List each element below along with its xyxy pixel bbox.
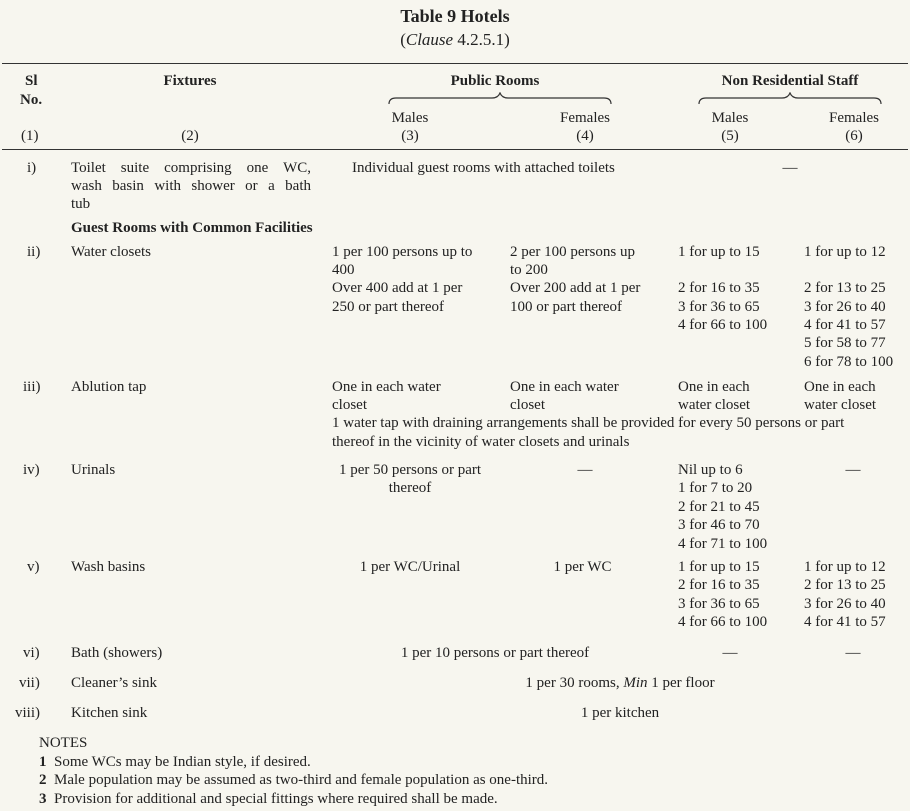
row5-fixture: Wash basins xyxy=(71,559,146,575)
row3-note-line2: thereof in the vicinity of water closets and urinals xyxy=(332,434,630,450)
row5-females: 1 per WC xyxy=(553,559,612,575)
row3-sl: iii) xyxy=(23,379,41,395)
section-heading: Guest Rooms with Common Facilities xyxy=(71,220,313,236)
row1-fixture-line2: wash basin with shower or a bath xyxy=(71,178,311,194)
row7-text-a: 1 per 30 rooms, xyxy=(525,675,620,691)
row7-text-min: Min xyxy=(623,675,648,691)
note-text: Provision for additional and special fittings where required shall be made. xyxy=(54,791,498,807)
public-rooms-brace xyxy=(388,92,614,106)
header-fixtures: Fixtures xyxy=(163,73,217,89)
row2-staff-females-item: 5 for 58 to 77 xyxy=(804,335,886,351)
row5-males: 1 per WC/Urinal xyxy=(359,559,461,575)
note-number: 3 xyxy=(39,791,47,807)
row7-text-b: 1 per floor xyxy=(651,675,715,691)
row5-staff-females-item: 3 for 26 to 40 xyxy=(804,596,886,612)
row4-staff-females: — xyxy=(845,462,861,478)
row3-staff-females-1: One in each xyxy=(804,379,876,395)
row6-staff-males: — xyxy=(722,645,738,661)
header-non-residential-staff: Non Residential Staff xyxy=(721,73,859,89)
row2-females-b2: 100 or part thereof xyxy=(510,299,623,315)
notes-heading: NOTES xyxy=(39,735,88,751)
row2-females-a2: to 200 xyxy=(510,262,548,278)
row5-staff-males-item: 2 for 16 to 35 xyxy=(678,577,760,593)
row7-fixture: Cleaner’s sink xyxy=(71,675,157,691)
col-num-3: (3) xyxy=(401,128,419,144)
row2-staff-females-item: 3 for 26 to 40 xyxy=(804,299,886,315)
row1-fixture-line3: tub xyxy=(71,196,91,212)
row3-fixture: Ablution tap xyxy=(71,379,147,395)
row4-males-1: 1 per 50 persons or part xyxy=(338,462,482,478)
row1-public: Individual guest rooms with attached toilets xyxy=(352,160,615,176)
row5-staff-females-item: 4 for 41 to 57 xyxy=(804,614,886,630)
row5-staff-males-item: 3 for 36 to 65 xyxy=(678,596,760,612)
row2-males-b2: 250 or part thereof xyxy=(332,299,445,315)
header-rule xyxy=(2,149,908,150)
header-males-public: Males xyxy=(391,110,429,126)
header-public-rooms: Public Rooms xyxy=(450,73,540,89)
row5-staff-females-item: 1 for up to 12 xyxy=(804,559,886,575)
row2-sl: ii) xyxy=(27,244,41,260)
row4-females: — xyxy=(577,462,593,478)
row4-staff-males-item: 2 for 21 to 45 xyxy=(678,499,760,515)
note-item xyxy=(39,771,548,789)
row2-males-a2: 400 xyxy=(332,262,355,278)
clause-reference xyxy=(0,31,910,49)
row1-fixture-line1: Toilet suite comprising one WC, xyxy=(71,160,311,176)
note-text: Male population may be assumed as two-third and female population as one-third. xyxy=(54,772,549,788)
row6-fixture: Bath (showers) xyxy=(71,645,163,661)
clause-number: 4.2.5.1 xyxy=(457,30,505,49)
row2-males-b1: Over 400 add at 1 per xyxy=(332,280,463,296)
note-number: 2 xyxy=(39,772,47,788)
staff-brace xyxy=(698,92,884,106)
row2-staff-males-item: 3 for 36 to 65 xyxy=(678,299,760,315)
row5-staff-females-item: 2 for 13 to 25 xyxy=(804,577,886,593)
header-no: No. xyxy=(20,92,43,108)
row3-females-2: closet xyxy=(510,397,545,413)
row5-sl: v) xyxy=(27,559,40,575)
row2-females-a1: 2 per 100 persons up xyxy=(510,244,635,260)
header-females-staff: Females xyxy=(829,110,879,126)
row3-staff-males-2: water closet xyxy=(678,397,751,413)
note-item xyxy=(39,790,498,808)
row4-sl: iv) xyxy=(23,462,40,478)
row4-males-2: thereof xyxy=(388,480,432,496)
note-item xyxy=(39,753,311,771)
col-num-4: (4) xyxy=(576,128,594,144)
header-females-public: Females xyxy=(560,110,610,126)
row3-females-1: One in each water xyxy=(510,379,619,395)
row2-staff-males-item: 2 for 16 to 35 xyxy=(678,280,760,296)
row2-fixture: Water closets xyxy=(71,244,152,260)
note-number: 1 xyxy=(39,754,47,770)
header-males-staff: Males xyxy=(711,110,749,126)
row2-staff-females-item: 2 for 13 to 25 xyxy=(804,280,886,296)
row4-staff-males-item: 3 for 46 to 70 xyxy=(678,517,760,533)
row8-fixture: Kitchen sink xyxy=(71,705,148,721)
top-rule xyxy=(2,63,908,64)
row7-sl: vii) xyxy=(19,675,40,691)
col-num-2: (2) xyxy=(181,128,199,144)
row6-staff-females: — xyxy=(845,645,861,661)
row2-females-b1: Over 200 add at 1 per xyxy=(510,280,641,296)
clause-close: ) xyxy=(504,30,510,49)
row3-staff-females-2: water closet xyxy=(804,397,877,413)
row3-males-2: closet xyxy=(332,397,367,413)
table-title: Table 9 Hotels xyxy=(400,6,510,26)
row8-sl: viii) xyxy=(15,705,40,721)
row4-staff-males-item: 1 for 7 to 20 xyxy=(678,480,753,496)
row4-staff-males-item: 4 for 71 to 100 xyxy=(678,536,768,552)
row3-note-line1: 1 water tap with draining arrangements shall be provided for every 50 persons or part xyxy=(332,415,845,431)
col-num-1: (1) xyxy=(21,128,39,144)
header-sl: Sl xyxy=(25,73,38,89)
row2-staff-males-item: 4 for 66 to 100 xyxy=(678,317,768,333)
row5-staff-males-item: 4 for 66 to 100 xyxy=(678,614,768,630)
row1-sl: i) xyxy=(27,160,37,176)
row5-staff-males-item: 1 for up to 15 xyxy=(678,559,760,575)
clause-label: Clause xyxy=(405,30,454,49)
clause-open: ( xyxy=(400,30,406,49)
row4-staff-males-item: Nil up to 6 xyxy=(678,462,743,478)
row2-males-a1: 1 per 100 persons up to xyxy=(332,244,473,260)
row8-text: 1 per kitchen xyxy=(580,705,660,721)
row2-staff-females-item: 6 for 78 to 100 xyxy=(804,354,894,370)
row2-staff-males-item: 1 for up to 15 xyxy=(678,244,760,260)
col-num-5: (5) xyxy=(721,128,739,144)
row2-staff-females-item: 4 for 41 to 57 xyxy=(804,317,886,333)
row3-staff-males-1: One in each xyxy=(678,379,750,395)
row6-sl: vi) xyxy=(23,645,40,661)
row1-staff: — xyxy=(782,160,798,176)
row7-text xyxy=(480,674,760,692)
row6-public: 1 per 10 persons or part thereof xyxy=(400,645,590,661)
row4-fixture: Urinals xyxy=(71,462,116,478)
note-text: Some WCs may be Indian style, if desired. xyxy=(54,754,311,770)
row3-males-1: One in each water xyxy=(332,379,441,395)
row2-staff-females-item: 1 for up to 12 xyxy=(804,244,886,260)
col-num-6: (6) xyxy=(845,128,863,144)
